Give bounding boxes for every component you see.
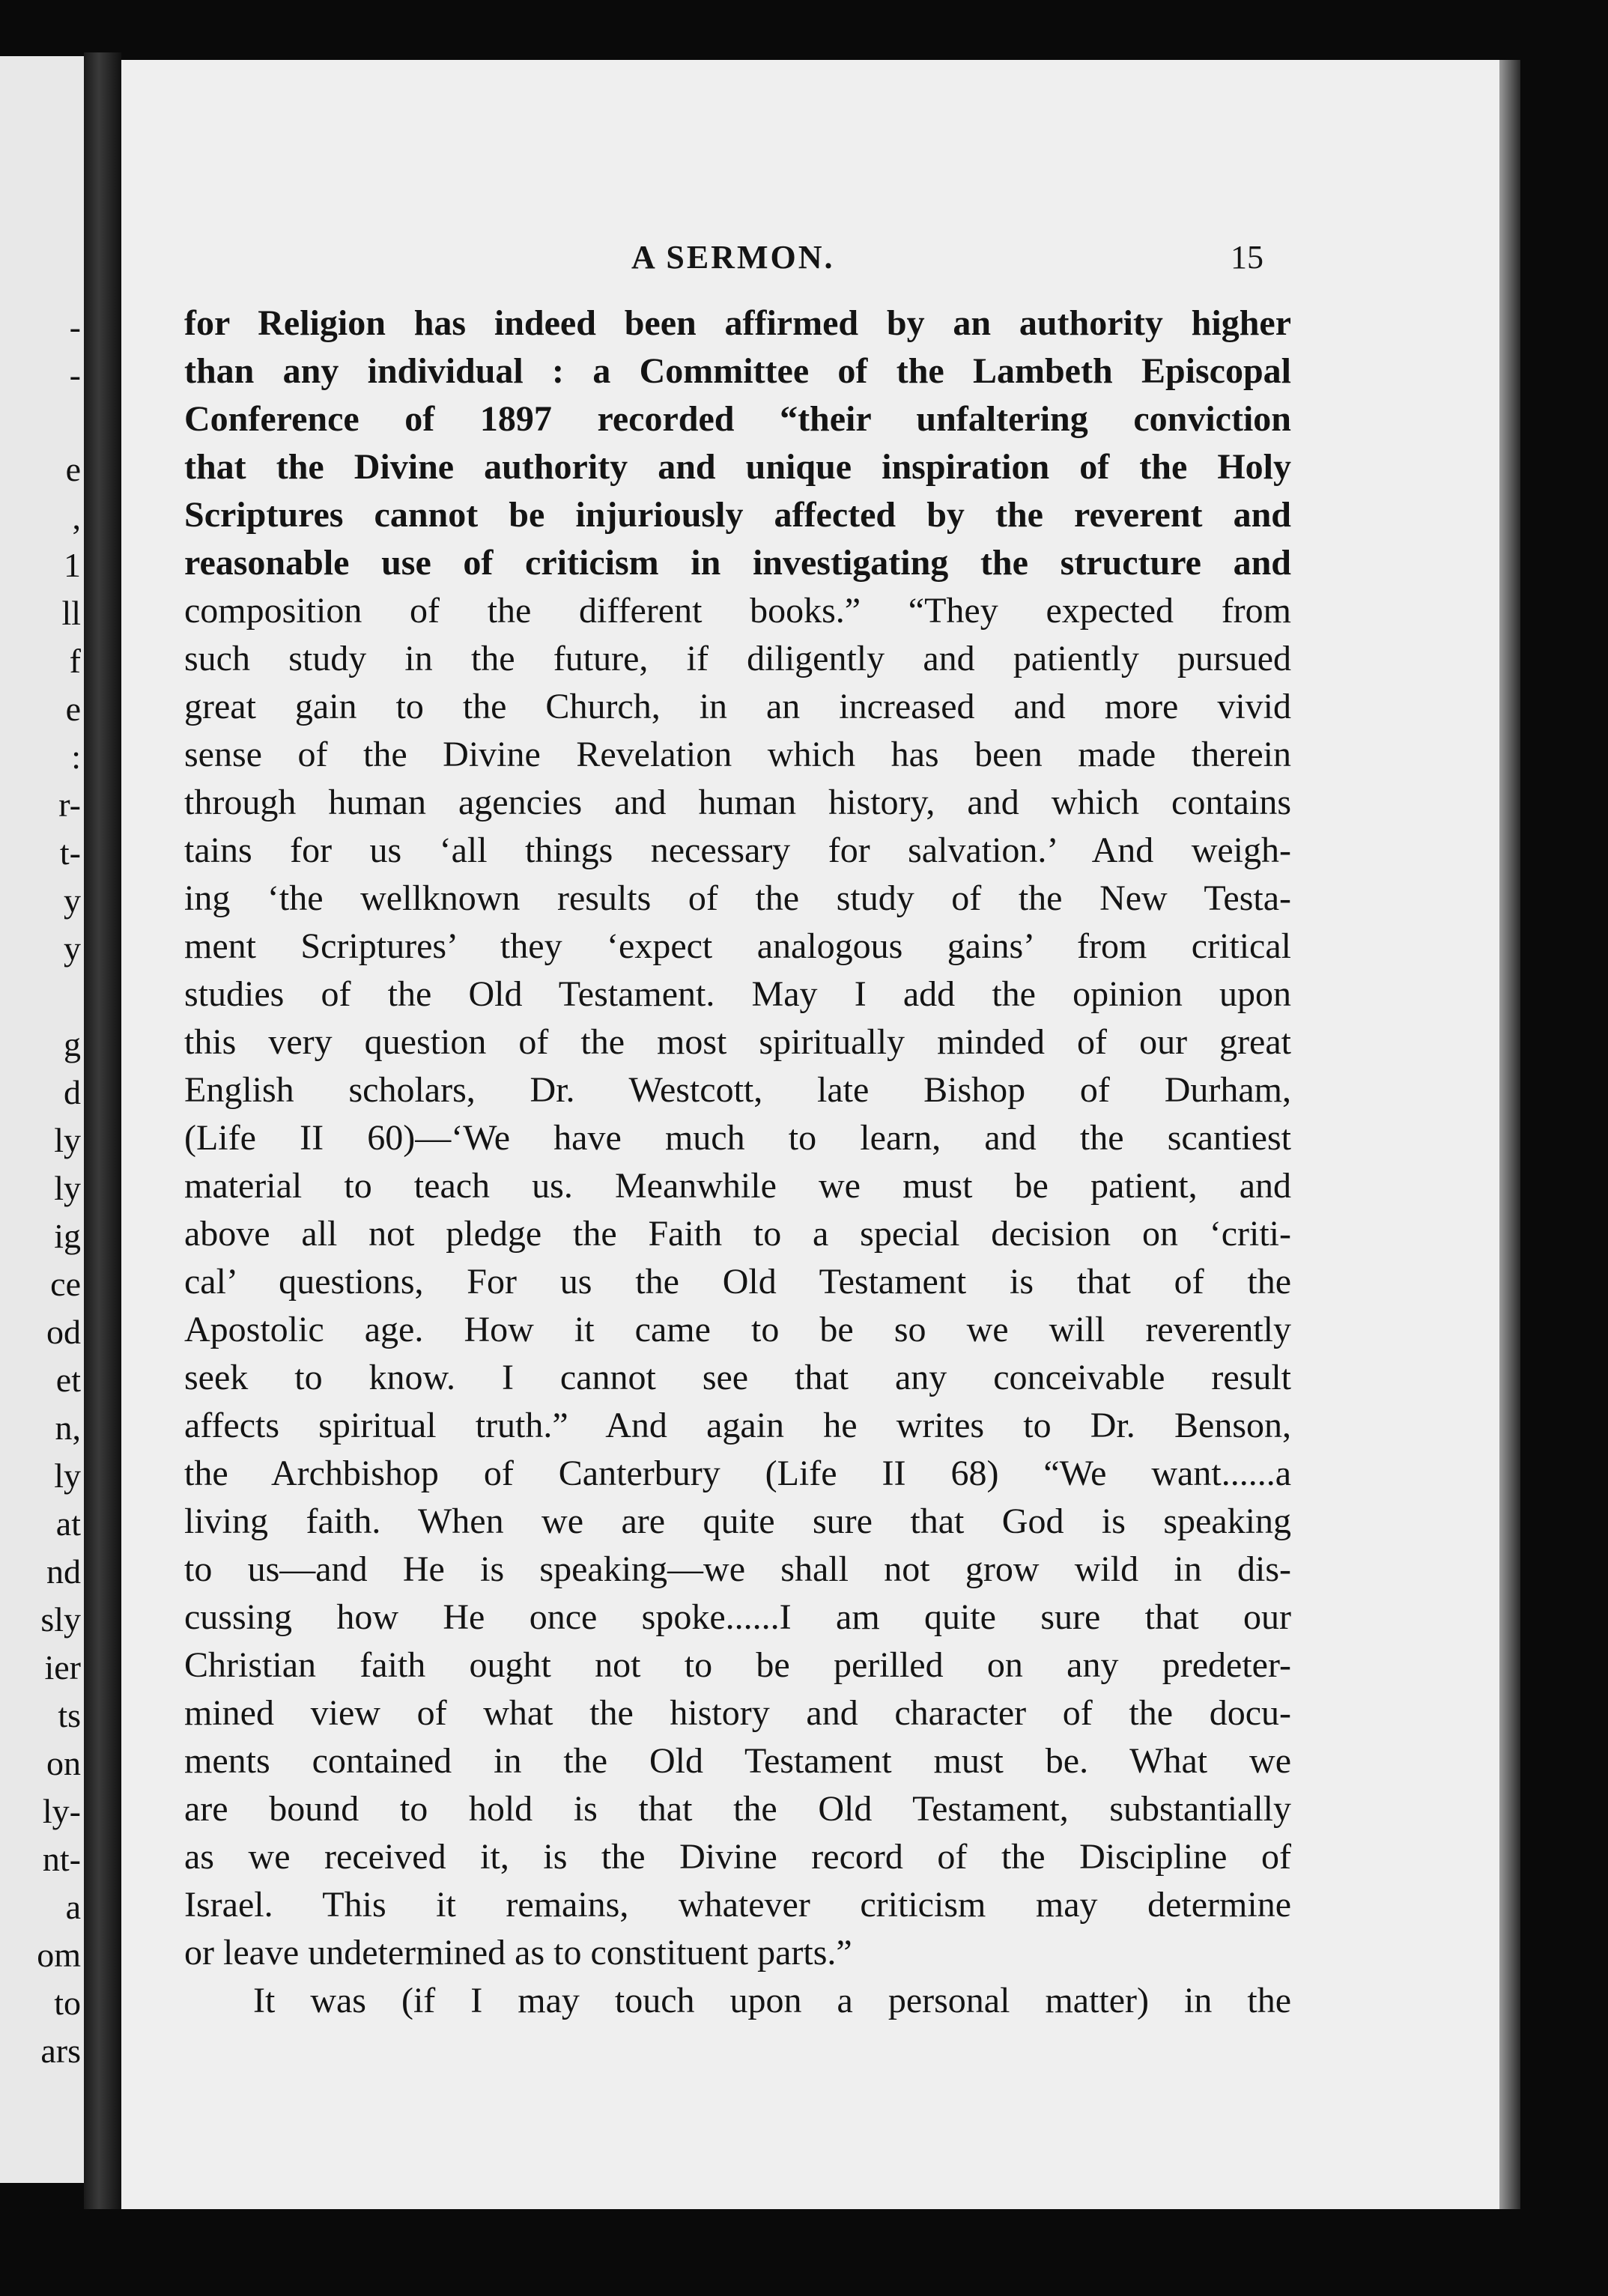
edge-text: - <box>69 308 81 346</box>
edge-text: f <box>69 642 81 680</box>
edge-text: , <box>72 498 81 536</box>
edge-text: ce <box>50 1265 81 1303</box>
edge-text: y <box>64 929 81 968</box>
edge-text: ig <box>54 1217 81 1255</box>
facing-page-fragment <box>0 56 84 2183</box>
edge-text <box>0 973 84 1021</box>
text-line: seek to know. I cannot see that any conceivable result <box>184 1358 1291 1397</box>
text-line: that the Divine authority and unique inspiration of the Holy <box>184 447 1291 487</box>
text-line: ing ‘the wellknown results of the study of the New Testa- <box>184 878 1291 918</box>
edge-text: g <box>64 1025 81 1063</box>
edge-text: to <box>54 1984 81 2022</box>
text-line: living faith. When we are quite sure that God is speaking <box>184 1501 1291 1541</box>
text-line: affects spiritual truth.” And again he writes to Dr. Benson, <box>184 1406 1291 1445</box>
text-line: Scriptures cannot be injuriously affected by the reverent and <box>184 495 1291 535</box>
text-line: ments contained in the Old Testament must be. What we <box>184 1741 1291 1781</box>
page-number: 15 <box>1231 239 1263 276</box>
edge-text: ll <box>61 594 81 632</box>
text-line: this very question of the most spiritually minded of our great <box>184 1022 1291 1062</box>
body-text <box>184 300 1291 2025</box>
edge-text: r- <box>58 786 81 824</box>
text-line: mined view of what the history and character of the docu- <box>184 1693 1291 1733</box>
paragraph-start-line: It was (if I may touch upon a personal matter) in the <box>253 1981 1291 2020</box>
edge-text: n, <box>55 1409 81 1447</box>
edge-text: d <box>64 1073 81 1111</box>
text-line: cussing how He once spoke......I am quite sure that our <box>184 1597 1291 1637</box>
text-line: Conference of 1897 recorded “their unfaltering conviction <box>184 399 1291 439</box>
edge-text: sly <box>40 1600 81 1639</box>
text-line: tains for us ‘all things necessary for salvation.’ And weigh- <box>184 830 1291 870</box>
edge-text: ars <box>40 2032 81 2070</box>
text-line: are bound to hold is that the Old Testament, substantially <box>184 1789 1291 1829</box>
edge-text: 1 <box>64 546 81 584</box>
text-line: (Life II 60)—‘We have much to learn, and the scantiest <box>184 1118 1291 1158</box>
text-line: cal’ questions, For us the Old Testament is that of the <box>184 1262 1291 1302</box>
edge-text: nd <box>46 1552 81 1591</box>
edge-text: ly <box>54 1169 81 1207</box>
text-line: reasonable use of criticism in investigating the structure and <box>184 543 1291 583</box>
edge-text: od <box>46 1313 81 1351</box>
text-line: above all not pledge the Faith to a special decision on ‘criti- <box>184 1214 1291 1254</box>
edge-text: om <box>37 1936 81 1974</box>
edge-text: at <box>55 1504 81 1543</box>
edge-text: e <box>65 690 81 728</box>
text-line: or leave undetermined as to constituent parts.” <box>184 1933 852 1972</box>
text-line: Israel. This it remains, whatever criticism may determine <box>184 1885 1291 1925</box>
edge-text: e <box>65 450 81 488</box>
text-line: the Archbishop of Canterbury (Life II 68) “We want......a <box>184 1454 1291 1493</box>
edge-text: ly- <box>42 1792 81 1830</box>
edge-text: ier <box>44 1648 81 1686</box>
text-line: as we received it, is the Divine record of the Discipline of <box>184 1837 1291 1877</box>
running-head: A SERMON. <box>631 239 835 276</box>
edge-text: ly <box>54 1121 81 1159</box>
book-gutter <box>84 52 121 2209</box>
edge-text: nt- <box>42 1840 81 1878</box>
text-line: Apostolic age. How it came to be so we will reverently <box>184 1310 1291 1349</box>
edge-text: y <box>64 881 81 920</box>
edge-text: ts <box>58 1696 81 1734</box>
text-line: such study in the future, if diligently and patiently pursued <box>184 639 1291 678</box>
edge-text: a <box>65 1888 81 1926</box>
text-line: Christian faith ought not to be perilled on any predeter- <box>184 1645 1291 1685</box>
text-line: material to teach us. Meanwhile we must be patient, and <box>184 1166 1291 1206</box>
edge-text: et <box>55 1361 81 1399</box>
text-line: for Religion has indeed been affirmed by an authority higher <box>184 303 1291 343</box>
edge-text: - <box>69 356 81 394</box>
edge-text: on <box>46 1744 81 1782</box>
text-line: than any individual : a Committee of the Lambeth Episcopal <box>184 351 1291 391</box>
page-edge-shadow <box>1499 60 1520 2209</box>
edge-text: : <box>71 738 81 776</box>
text-line: studies of the Old Testament. May I add the opinion upon <box>184 974 1291 1014</box>
text-line: through human agencies and human history, and which contains <box>184 783 1291 822</box>
text-line: sense of the Divine Revelation which has been made therein <box>184 735 1291 774</box>
edge-text: t- <box>59 833 81 872</box>
text-line: to us—and He is speaking—we shall not grow wild in dis- <box>184 1549 1291 1589</box>
text-line: great gain to the Church, in an increased and more vivid <box>184 687 1291 726</box>
text-line: ment Scriptures’ they ‘expect analogous gains’ from critical <box>184 926 1291 966</box>
text-line: English scholars, Dr. Westcott, late Bishop of Durham, <box>184 1070 1291 1110</box>
edge-text: ly <box>54 1457 81 1495</box>
text-line: composition of the different books.” “They expected from <box>184 591 1291 631</box>
